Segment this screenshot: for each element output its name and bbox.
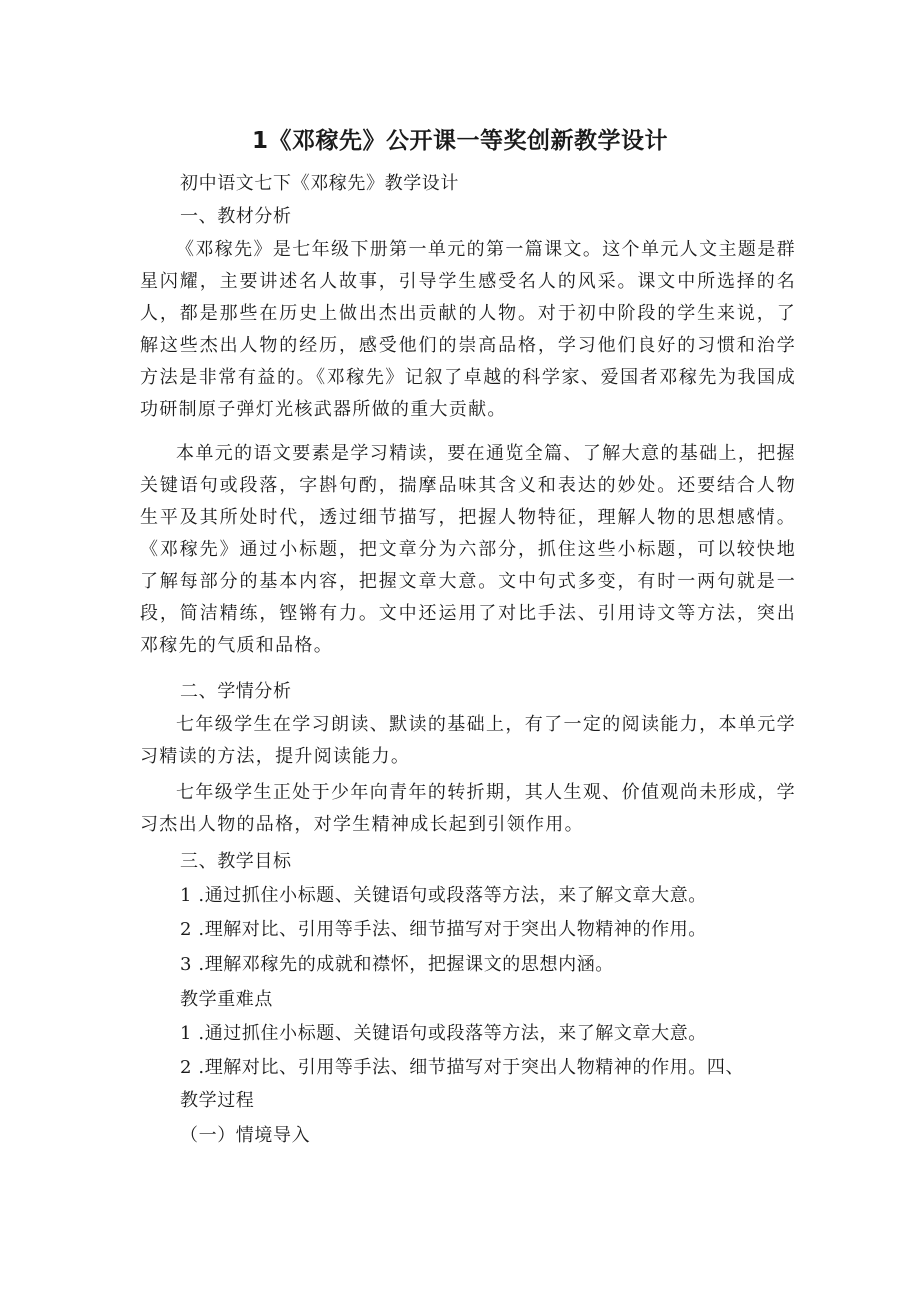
paragraph-student-analysis-2: 七年级学生正处于少年向青年的转折期，其人生观、价值观尚未形成，学习杰出人物的品格，对学生精神成长起到引领作用。 [140, 782, 796, 835]
key-point-1: 1 .通过抓住小标题、关键语句或段落等方法，来了解文章大意。 [180, 1023, 707, 1044]
subsection-heading-situation-intro: （一）情境导入 [180, 1125, 311, 1146]
paragraph-textbook-analysis-1: 《邓稼先》是七年级下册第一单元的第一篇课文。这个单元人文主题是群星闪耀，主要讲述名人故事，引导学生感受名人的风采。课文中所选择的名人，都是那些在历史上做出杰出贡献的人物。对于初中阶段的学生来说，了解这些杰出人物的经历，感受他们的崇高品格，学习他们良好的习惯和治学方法是非常有益的。《邓稼先》记叙了卓越的科学家、爱国者邓稼先为我国成功研制原子弹灯光核武器所做的重大贡献。 [140, 239, 796, 420]
section-heading-key-points: 教学重难点 [180, 989, 273, 1010]
document-title: 1《邓稼先》公开课一等奖创新教学设计 [251, 128, 668, 154]
paragraph-student-analysis-1: 七年级学生在学习朗读、默读的基础上，有了一定的阅读能力，本单元学习精读的方法，提升阅读能力。 [140, 714, 796, 767]
teaching-goal-2: 2 .理解对比、引用等手法、细节描写对于突出人物精神的作用。 [180, 919, 707, 940]
section-heading-teaching-process: 教学过程 [180, 1090, 255, 1111]
key-point-2: 2 .理解对比、引用等手法、细节描写对于突出人物精神的作用。四、 [180, 1057, 745, 1078]
teaching-goal-1: 1 .通过抓住小标题、关键语句或段落等方法，来了解文章大意。 [180, 885, 707, 906]
teaching-goal-3: 3 .理解邓稼先的成就和襟怀，把握课文的思想内涵。 [180, 954, 614, 975]
section-heading-student-analysis: 二、学情分析 [180, 681, 292, 702]
paragraph-textbook-analysis-2: 本单元的语文要素是学习精读，要在通览全篇、了解大意的基础上，把握关键语句或段落，字斟句酌，揣摩品味其含义和表达的妙处。还要结合人物生平及其所处时代，透过细节描写，把握人物特征，理解人物的思想感情。《邓稼先》通过小标题，把文章分为六部分，抓住这些小标题，可以较快地了解每部分的基本内容，把握文章大意。文中句式多变，有时一两句就是一段，简洁精练，铿锵有力。文中还运用了对比手法、引用诗文等方法，突出邓稼先的气质和品格。 [140, 443, 796, 656]
document-subtitle: 初中语文七下《邓稼先》教学设计 [180, 173, 459, 194]
section-heading-teaching-goals: 三、教学目标 [180, 851, 292, 872]
section-heading-textbook-analysis: 一、教材分析 [180, 206, 292, 227]
